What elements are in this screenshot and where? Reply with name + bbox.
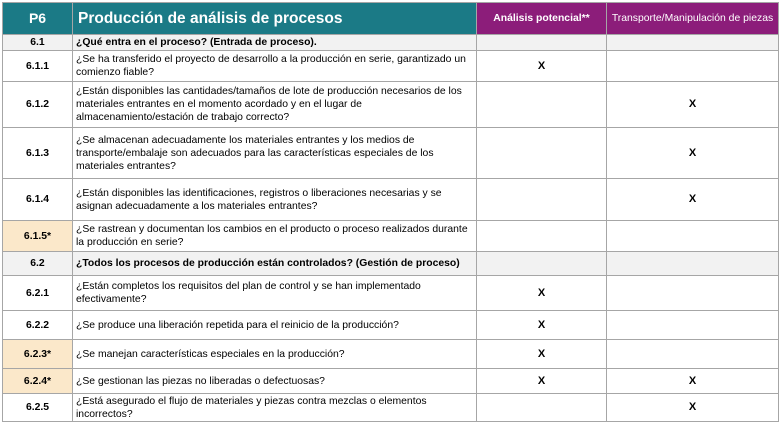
row-mark-analisis: X [477,311,607,340]
table-row [3,311,779,340]
row-id: 6.1.4 [3,179,73,221]
row-mark-analisis [477,221,607,252]
table-row [3,179,779,221]
row-mark-analisis: X [477,369,607,394]
row-question: ¿Se produce una liberación repetida para el reinicio de la producción? [73,311,477,340]
row-question: ¿Se rastrean y documentan los cambios en el producto o proceso realizados durante la producción en serie? [73,221,477,252]
row-question: ¿Está asegurado el flujo de materiales y piezas contra mezclas o elementos incorrectos? [73,394,477,422]
row-mark-transporte: X [607,179,779,221]
header-analisis-potencial: Análisis potencial** [477,3,607,35]
row-question: ¿Están disponibles las identificaciones, registros o liberaciones necesarias y se asignan adecuadamente a los materiales entrantes? [73,179,477,221]
row-question: ¿Se almacenan adecuadamente los materiales entrantes y los medios de transporte/embalaje son adecuados para las características especiales de los materiales entrantes? [73,128,477,179]
row-mark-analisis [477,394,607,422]
header-row [3,3,779,35]
row-mark-transporte [607,35,779,51]
row-question: ¿Qué entra en el proceso? (Entrada de proceso). [73,35,477,51]
row-mark-analisis: X [477,276,607,311]
row-question: ¿Todos los procesos de producción están controlados? (Gestión de proceso) [73,252,477,276]
row-id: 6.2.3* [3,340,73,369]
row-mark-transporte [607,221,779,252]
row-id: 6.1.5* [3,221,73,252]
row-question: ¿Están disponibles las cantidades/tamaños de lote de producción necesarios de los materiales entrantes en el momento acordado y en el lugar de almacenamiento/estación de trabajo correcto? [73,82,477,128]
row-question: ¿Se manejan características especiales en la producción? [73,340,477,369]
row-mark-transporte [607,252,779,276]
header-transporte: Transporte/Manipulación de piezas [607,3,779,35]
table-row [3,128,779,179]
page-title: Producción de análisis de procesos [73,3,477,35]
row-mark-transporte: X [607,394,779,422]
row-id: 6.1.2 [3,82,73,128]
row-id: 6.2.1 [3,276,73,311]
row-mark-analisis [477,82,607,128]
row-id: 6.2.5 [3,394,73,422]
row-id: 6.2.4* [3,369,73,394]
section-row [3,252,779,276]
section-row [3,35,779,51]
row-mark-analisis [477,252,607,276]
table-row [3,394,779,422]
row-id: 6.1 [3,35,73,51]
row-mark-transporte [607,51,779,82]
row-mark-transporte: X [607,82,779,128]
table-row [3,221,779,252]
table-row [3,276,779,311]
process-analysis-table [2,2,779,422]
row-mark-transporte [607,311,779,340]
row-mark-analisis [477,179,607,221]
row-id: 6.1.1 [3,51,73,82]
header-id: P6 [3,3,73,35]
row-mark-transporte: X [607,128,779,179]
row-mark-analisis [477,35,607,51]
row-id: 6.1.3 [3,128,73,179]
table-row [3,82,779,128]
row-mark-transporte: X [607,369,779,394]
table-row [3,369,779,394]
row-mark-analisis: X [477,340,607,369]
row-id: 6.2 [3,252,73,276]
row-mark-analisis: X [477,51,607,82]
row-mark-transporte [607,340,779,369]
row-mark-transporte [607,276,779,311]
row-id: 6.2.2 [3,311,73,340]
table-row [3,51,779,82]
row-question: ¿Están completos los requisitos del plan de control y se han implementado efectivamente? [73,276,477,311]
table-row [3,340,779,369]
row-mark-analisis [477,128,607,179]
row-question: ¿Se ha transferido el proyecto de desarrollo a la producción en serie, garantizado un comienzo fiable? [73,51,477,82]
row-question: ¿Se gestionan las piezas no liberadas o defectuosas? [73,369,477,394]
